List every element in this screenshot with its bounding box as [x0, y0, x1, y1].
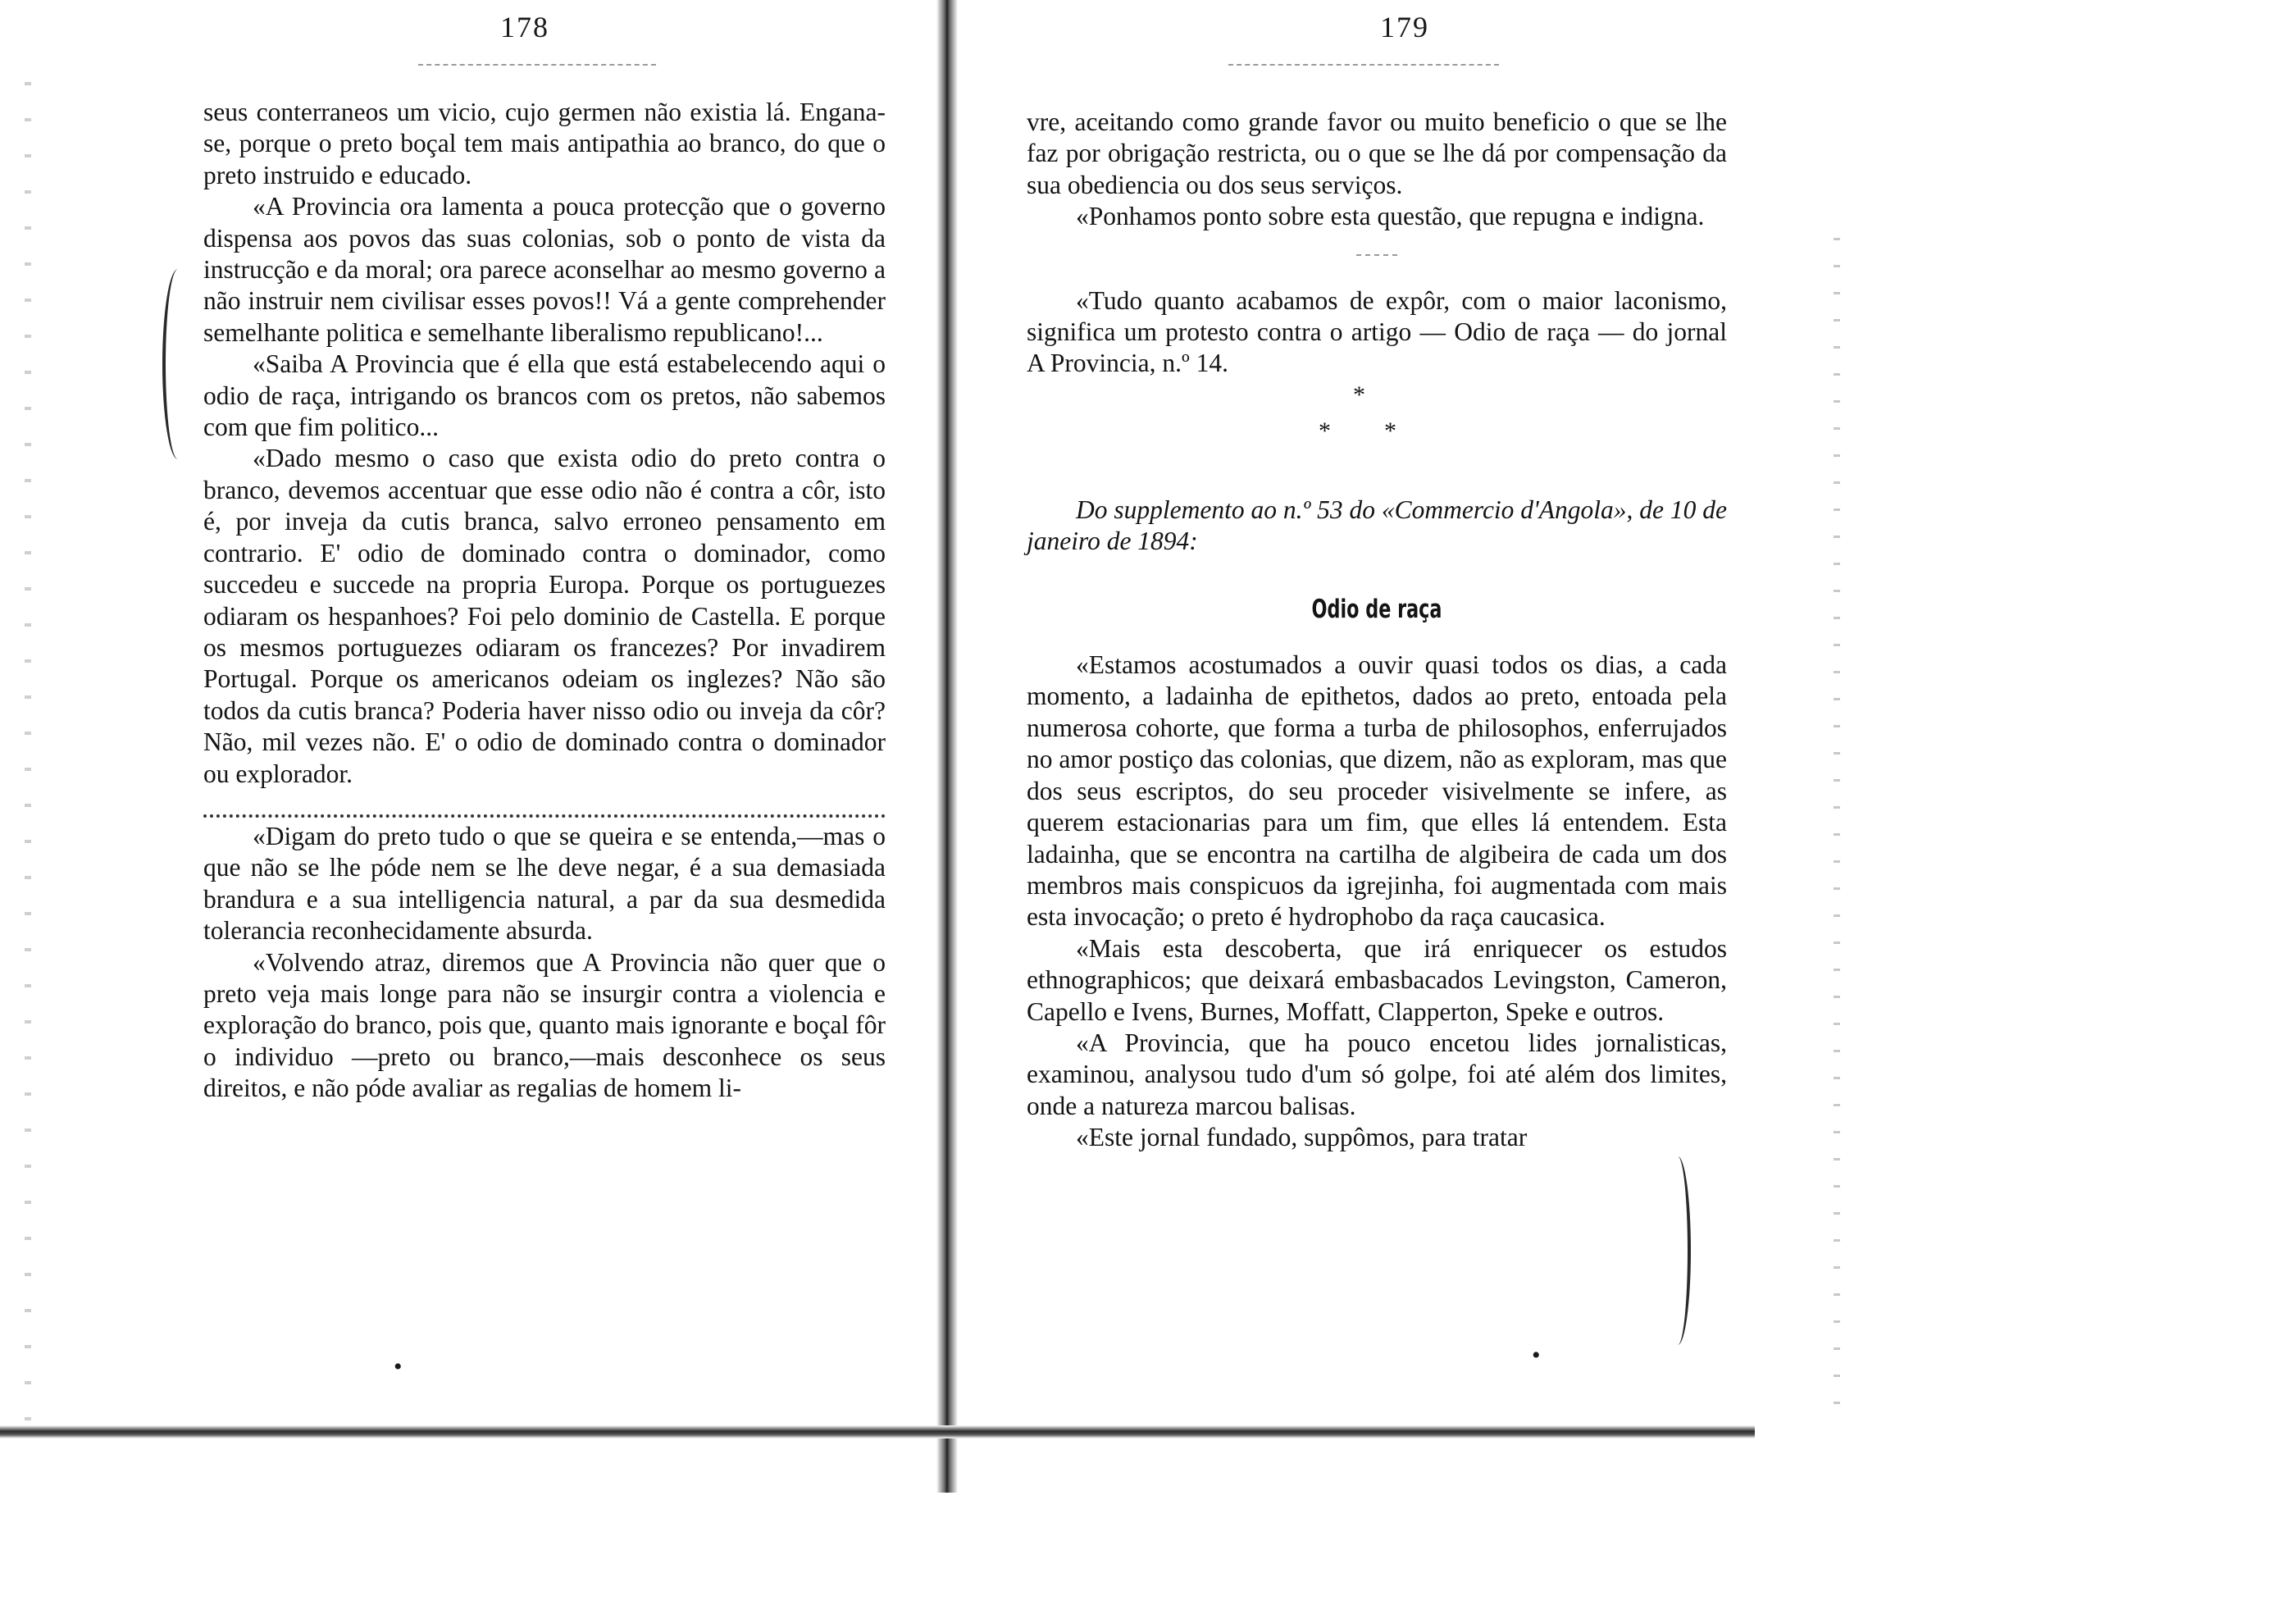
scan-edge-shadow — [25, 49, 31, 1443]
header-rule-right — [1228, 64, 1499, 66]
header-rule-left — [418, 64, 656, 66]
asterism-star: * — [1384, 417, 1396, 445]
book-bottom-edge — [0, 1425, 1755, 1438]
source-citation: Do supplemento ao n.º 53 do «Commercio d'Angola», de 10 de janeiro de 1894: — [1027, 495, 1727, 556]
protest-paragraph: «Tudo quanto acabamos de expôr, com o maior laconismo, significa um protesto contra o artigo — Odio de raça — do jornal A Provincia, n.º 14. — [1027, 285, 1727, 378]
paragraph: «Mais esta descoberta, que irá enriquecer os estudos ethnographicos; que deixará embasbacados Levingston, Cameron, Capello e Ivens, Burnes, Moffatt, Clapperton, Speke e outros. — [1027, 933, 1727, 1026]
page-number-right: 179 — [1380, 11, 1429, 43]
paragraph: «Dado mesmo o caso que exista odio do preto contra o branco, devemos accentuar que esse odio não é contra a côr, isto é, por inveja da cutis branca, salvo erroneo pensamento em contrario. E' odio de dominado contra o dominador, como succedeu e succede na propria Europa. Porque os portuguezes odiaram os hespanhoes? Foi pelo dominio de Castella. E porque os mesmos portuguezes odiaram os francezes? Por invadirem Portugal. Porque os americanos odeiam os inglezes? Não são todos da cutis branca? Poderia haver nisso odio ou inveja da côr? Não, mil vezes não. E' o odio de dominado contra o dominador ou explorador. — [203, 444, 886, 788]
paragraph: «Digam do preto tudo o que se queira e se entenda,—mas o que não se lhe póde nem se lhe deve negar, é a sua demasiada brandura e a sua intelligencia natural, a par da sua desmedida tolerancia reconhecidamente absurda. — [203, 821, 886, 946]
ink-speck: • — [1532, 1342, 1541, 1369]
section-rule — [1356, 254, 1397, 258]
article-heading: Odio de raça — [1311, 594, 1442, 624]
paragraph: vre, aceitando como grande favor ou muito beneficio o que se lhe faz por obrigação restricta, ou o que se lhe dá por compensação da sua obediencia ou dos seus serviços. — [1027, 107, 1727, 199]
handwritten-margin-bracket — [162, 269, 194, 459]
paragraph: «Saiba A Provincia que é ella que está estabelecendo aqui o odio de raça, intrigando os brancos com os pretos, não sabemos com que fim politico... — [203, 349, 886, 442]
paragraph: «Estamos acostumados a ouvir quasi todos os dias, a cada momento, a ladainha de epithetos, dados ao preto, entoada pela numerosa cohorte, que forma a turba de philosophos, enferrujados no amor postiço das colonias, que dizem, não as exploram, mas que dos seus escriptos, do seu proceder visivelmente se infere, as querem estacionarias para um fim, que elles lá entendem. Esta ladainha, que se encontra na cartilha de algibeira de cada um dos membros mais conspicuos da igrejinha, foi augmentada com mais esta invocação; o preto é hydrophobo da raça caucasica. — [1027, 650, 1727, 932]
scan-edge-shadow — [1834, 213, 1840, 1427]
asterism-star: * — [1353, 381, 1365, 408]
ink-speck: • — [394, 1353, 403, 1380]
paragraph: «A Provincia, que ha pouco encetou lides jornalisticas, examinou, analysou tudo d'um só golpe, foi até além dos limites, onde a natureza marcou balisas. — [1027, 1028, 1727, 1120]
right-page-body — [1027, 107, 1727, 1154]
handwritten-margin-bracket — [1665, 1156, 1691, 1345]
paragraph: «Ponhamos ponto sobre esta questão, que repugna e indigna. — [1076, 202, 1705, 231]
left-page — [0, 0, 958, 1614]
right-page — [958, 0, 2296, 1614]
paragraph: «Volvendo atraz, diremos que A Provincia não quer que o preto veja mais longe para não se insurgir contra a violencia e exploração do branco, pois que, quanto mais ignorante e boçal fôr o individuo —preto ou branco,—mais desconhece os seus direitos, e não póde avaliar as regalias de homem li- — [203, 947, 886, 1103]
asterism — [1027, 380, 1727, 470]
paragraph: «Este jornal fundado, suppômos, para tratar — [1076, 1123, 1528, 1152]
dotted-separator — [203, 795, 886, 818]
paragraph: seus conterraneos um vicio, cujo germen não existia lá. Engana-se, porque o preto boçal tem mais antipathia ao branco, do que o preto instruido e educado. — [203, 98, 886, 189]
paragraph: «A Provincia ora lamenta a pouca protecção que o governo dispensa aos povos das suas colonias, sob o ponto de vista da instrucção e da moral; ora parece aconselhar ao mesmo governo a não instruir nem civilisar esses povos!! Vá a gente comprehender semelhante politica e semelhante liberalismo republicano!... — [203, 192, 886, 347]
book-gutter — [936, 0, 958, 1493]
left-page-body — [203, 97, 886, 1105]
page-number-left: 178 — [500, 11, 549, 43]
asterism-star: * — [1319, 417, 1331, 445]
